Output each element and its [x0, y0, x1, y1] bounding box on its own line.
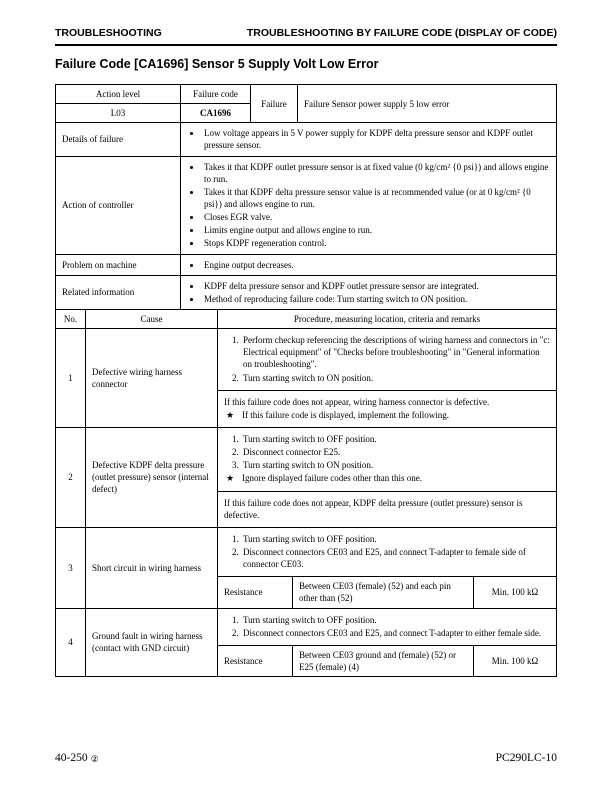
action-level-label: Action level	[56, 85, 181, 104]
header-procedure: Procedure, measuring location, criteria and remarks	[218, 309, 557, 328]
failure-description: Failure Sensor power supply 5 low error	[298, 85, 557, 123]
list-item: 2. Disconnect connectors CE03 and E25, and connect T-adapter to female side of connector CE03.	[241, 546, 550, 570]
step-list	[224, 614, 550, 639]
details-of-failure-label: Details of failure	[56, 123, 181, 156]
measurement-condition: Between CE03 (female) (52) and each pin other than (52)	[293, 577, 474, 608]
list-item: 2. Turn starting switch to ON position.	[241, 372, 550, 384]
page-title: Failure Code [CA1696] Sensor 5 Supply Volt Low Error	[55, 57, 379, 71]
table-header-row	[56, 309, 557, 328]
failure-info-table	[55, 84, 557, 310]
star-note	[224, 472, 550, 484]
measurement-table	[218, 576, 556, 607]
table-row	[56, 123, 557, 156]
list-item: • Low voltage appears in 5 V power supply for KDPF delta pressure sensor and KDPF outlet pressure sensor.	[202, 127, 550, 151]
header-section-right: TROUBLESHOOTING BY FAILURE CODE (DISPLAY OF CODE)	[246, 27, 557, 39]
step-list	[224, 533, 550, 570]
star-icon: ★	[226, 409, 235, 420]
note-text: If this failure code does not appear, KDPF delta pressure (outlet pressure) sensor is defective.	[224, 497, 523, 520]
measurement-value: Min. 100 kΩ	[474, 577, 557, 608]
list-item: • KDPF delta pressure sensor and KDPF outlet pressure sensor are integrated.	[202, 280, 550, 292]
action-of-controller-content	[181, 156, 557, 254]
failure-code-label: Failure code	[181, 85, 251, 104]
page-header	[55, 27, 557, 46]
list-item: • Engine output decreases.	[202, 259, 550, 271]
problem-on-machine-label: Problem on machine	[56, 254, 181, 275]
procedure-steps	[218, 609, 556, 645]
cause-row-4	[56, 608, 557, 677]
cause-no: 3	[56, 527, 86, 608]
list-item: 2. Disconnect connectors CE03 and E25, and connect T-adapter to either female side.	[241, 627, 550, 639]
list-item: • Stops KDPF regeneration control.	[202, 237, 550, 249]
star-note-text: Ignore displayed failure codes other than this one.	[242, 473, 422, 484]
procedure-steps	[218, 428, 556, 491]
cause-row-2	[56, 427, 557, 527]
procedure-note	[218, 491, 556, 527]
table-row	[56, 275, 557, 309]
problem-on-machine-content	[181, 254, 557, 275]
failure-label: Failure	[251, 85, 298, 123]
cause-no: 2	[56, 427, 86, 527]
step-list	[224, 433, 550, 471]
star-note	[224, 409, 550, 421]
header-cause: Cause	[86, 309, 218, 328]
measurement-row	[218, 577, 556, 608]
table-row	[56, 156, 557, 254]
procedure-cell	[218, 427, 557, 527]
note-text: If this failure code does not appear, wiring harness connector is defective.	[224, 396, 490, 407]
header-no: No.	[56, 309, 86, 328]
step-list	[224, 334, 550, 384]
problem-bullet-list	[187, 259, 550, 271]
cause-text: Defective KDPF delta pressure (outlet pressure) sensor (internal defect)	[86, 427, 218, 527]
list-item: 1. Turn starting switch to OFF position.	[241, 614, 550, 626]
page-number	[55, 752, 99, 764]
list-item: 1. Turn starting switch to OFF position.	[241, 433, 550, 445]
list-item: 3. Turn starting switch to ON position.	[241, 459, 550, 471]
measurement-label: Resistance	[218, 577, 293, 608]
table-row	[56, 254, 557, 275]
list-item: • Method of reproducing failure code: Turn starting switch to ON position.	[202, 293, 550, 305]
star-note-text: If this failure code is displayed, implement the following.	[242, 409, 449, 420]
list-item: • Takes it that KDPF delta pressure sensor value is at recommended value (or at 0 kg/cm² {0 psi}) and allows engine to run.	[202, 186, 550, 210]
cause-no: 1	[56, 329, 86, 428]
measurement-condition: Between CE03 ground and (female) (52) or E25 (female) (4)	[293, 645, 474, 676]
procedure-cell	[218, 608, 557, 677]
action-level-value: L03	[56, 104, 181, 123]
cause-text: Defective wiring harness connector	[86, 329, 218, 428]
procedure-note	[218, 390, 556, 427]
failure-code-value: CA1696	[181, 104, 251, 123]
revision-mark-icon: ②	[90, 753, 99, 764]
related-information-label: Related information	[56, 275, 181, 309]
cause-text: Ground fault in wiring harness (contact with GND circuit)	[86, 608, 218, 677]
model-code: PC290LC-10	[495, 752, 557, 764]
star-icon: ★	[226, 473, 235, 484]
page-footer	[55, 752, 557, 764]
measurement-row	[218, 645, 556, 676]
details-bullet-list	[187, 127, 550, 151]
cause-row-3	[56, 527, 557, 608]
header-section-left: TROUBLESHOOTING	[55, 27, 162, 39]
list-item: • Takes it that KDPF outlet pressure sensor is at fixed value (0 kg/cm² {0 psi}) and allows engine to run.	[202, 161, 550, 185]
measurement-table	[218, 645, 556, 676]
page-number-text: 40-250	[55, 752, 88, 764]
list-item: 2. Disconnect connector E25.	[241, 446, 550, 458]
table-row	[56, 85, 557, 104]
cause-procedure-table	[55, 309, 557, 677]
details-of-failure-content	[181, 123, 557, 156]
cause-no: 4	[56, 608, 86, 677]
measurement-value: Min. 100 kΩ	[474, 645, 557, 676]
cause-text: Short circuit in wiring harness	[86, 527, 218, 608]
list-item: 1. Turn starting switch to OFF position.	[241, 533, 550, 545]
procedure-steps	[218, 329, 556, 390]
list-item: • Limits engine output and allows engine to run.	[202, 224, 550, 236]
procedure-steps	[218, 528, 556, 576]
cause-row-1	[56, 329, 557, 428]
action-of-controller-label: Action of controller	[56, 156, 181, 254]
action-bullet-list	[187, 161, 550, 250]
related-information-content	[181, 275, 557, 309]
list-item: 1. Perform checkup referencing the descriptions of wiring harness and connectors in "c: Electrical equipment" of "Checks before troubleshooting" in "General information on troubleshooting".	[241, 334, 550, 370]
procedure-cell	[218, 527, 557, 608]
list-item: • Closes EGR valve.	[202, 211, 550, 223]
procedure-cell	[218, 329, 557, 428]
measurement-label: Resistance	[218, 645, 293, 676]
related-bullet-list	[187, 280, 550, 305]
